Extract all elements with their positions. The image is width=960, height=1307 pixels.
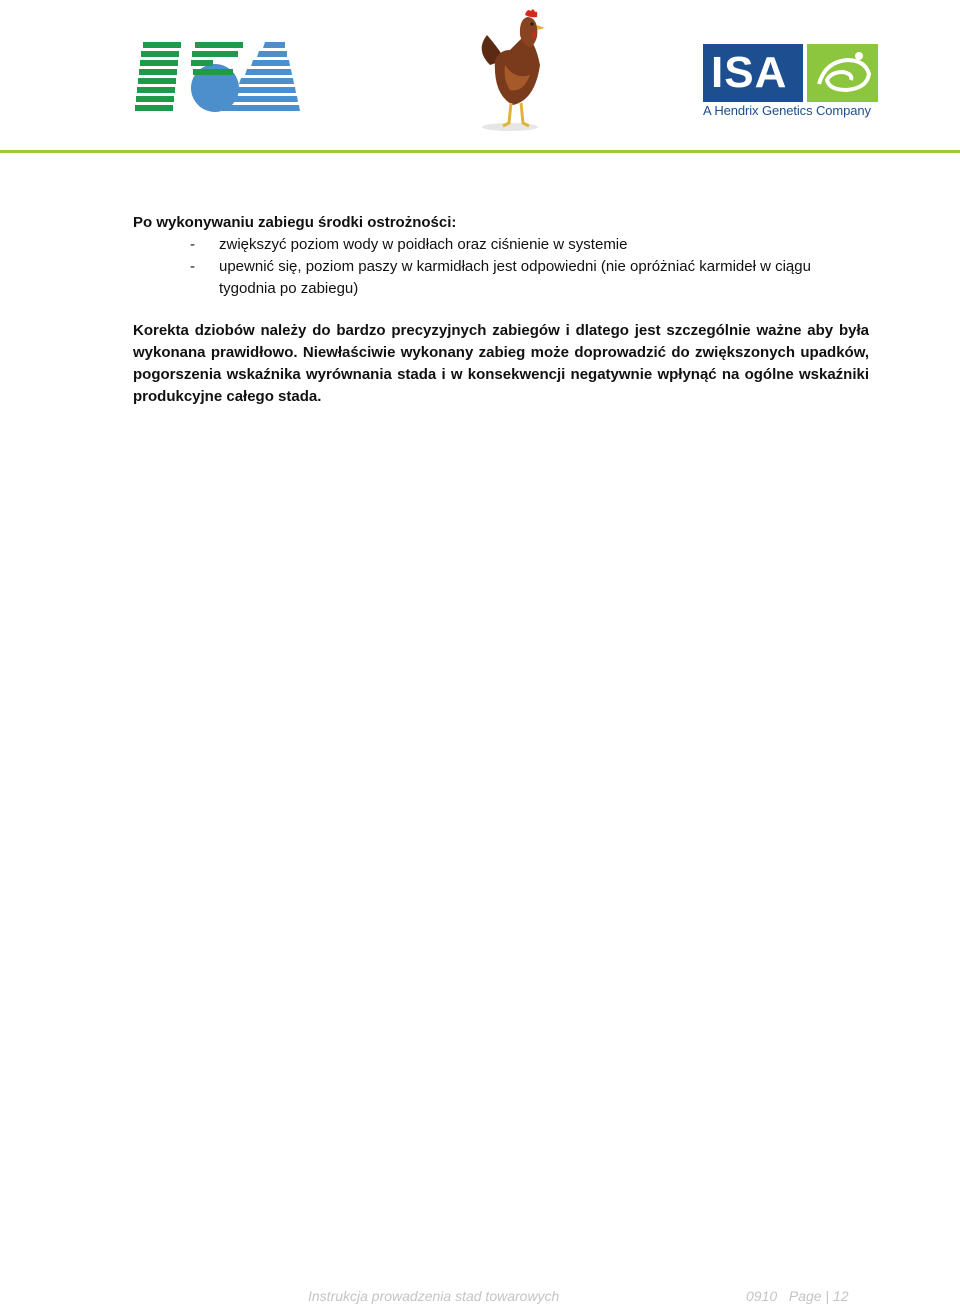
list-item-text: zwiększyć poziom wody w poidłach oraz ciśnienie w systemie [219,236,628,253]
footer-page-number: Page | 12 [788,1288,849,1304]
precautions-list [133,234,869,300]
warning-paragraph: Korekta dziobów należy do bardzo precyzyjnych zabiegów i dlatego jest szczególnie ważne aby była wykonana prawidłowo. Niewłaściwie wykonany zabieg może doprowadzić do zwiększonych upadków, pogorszenia wskaźnika wyrównania stada i w konsekwencji negatywnie wpłynąć na ogólne wskaźniki produkcyjne całego stada. [133,322,869,405]
bullet-marker: - [190,236,195,253]
list-item [133,256,869,300]
company-tagline: A Hendrix Genetics Company [703,103,871,118]
bullet-marker: - [190,258,195,275]
footer-document-title: Instrukcja prowadzenia stad towarowych [308,1288,560,1304]
hendrix-swirl-icon [807,44,878,102]
footer-page-info [746,1288,849,1304]
hen-image [465,5,555,133]
isa-hendrix-logo [703,44,878,122]
isa-logo-box [703,44,803,102]
section-heading: Po wykonywaniu zabiegu środki ostrożności: [133,214,457,231]
page-header [0,0,960,155]
footer-code: 0910 [746,1288,778,1304]
header-divider [0,150,960,153]
svg-text:ISA: ISA [135,114,137,115]
document-body [133,212,869,408]
isa-logo [135,40,305,115]
isa-logo-text: ISA [711,48,788,97]
list-item-text: upewnić się, poziom paszy w karmidłach jest odpowiedni (nie opróżniać karmideł w ciągu tygodnia po zabiegu) [219,258,811,297]
list-item [133,234,869,256]
